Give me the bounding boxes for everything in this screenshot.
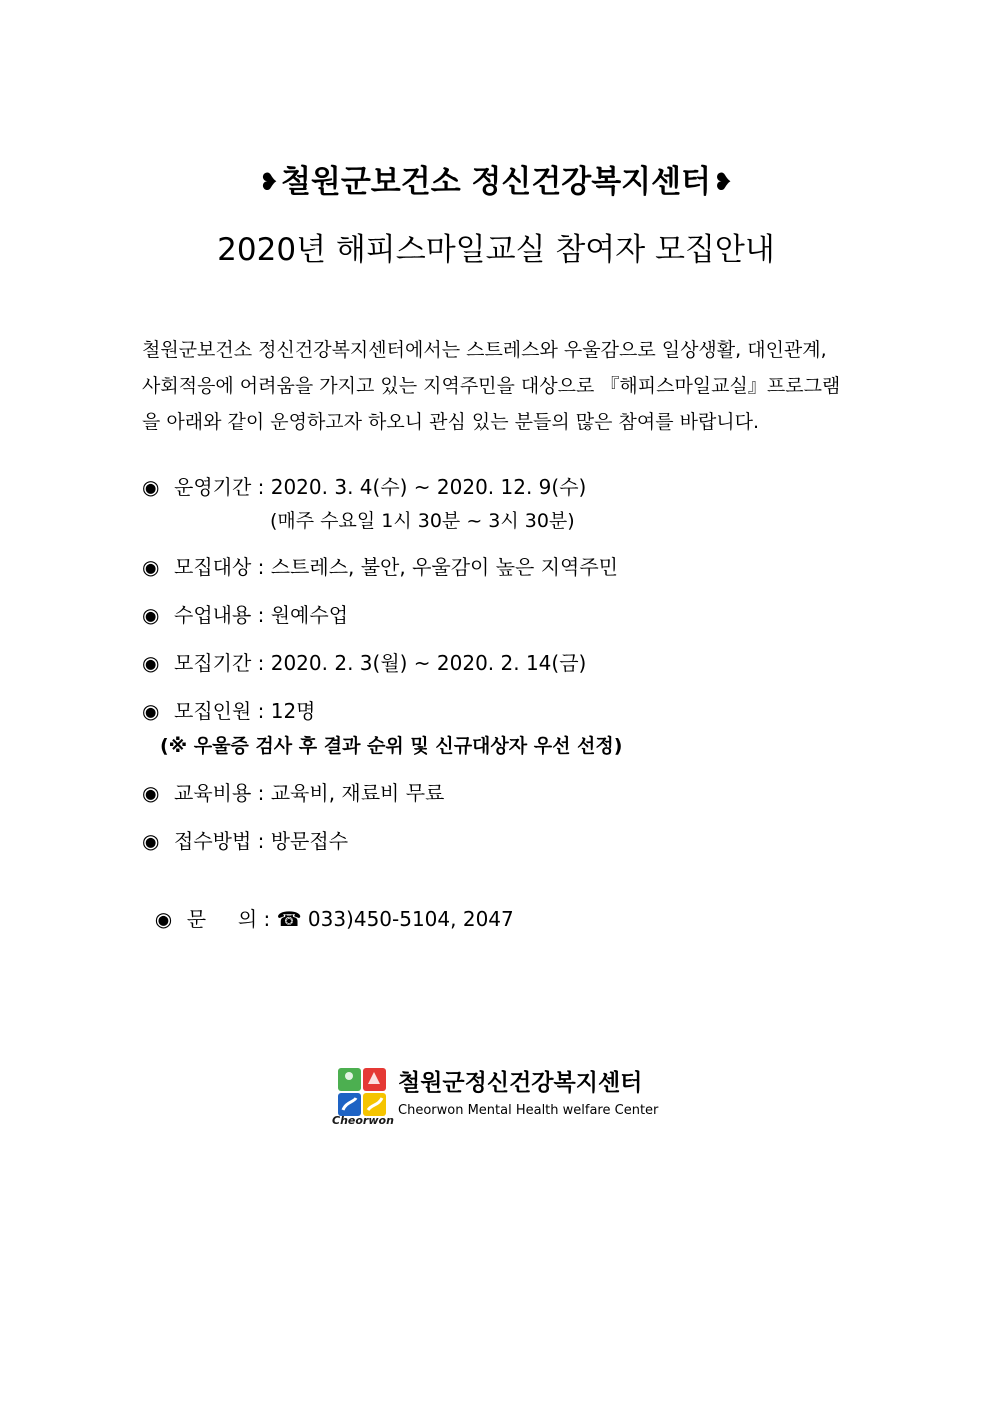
item-sub-schedule: (매주 수요일 1시 30분 ~ 3시 30분) bbox=[270, 510, 575, 532]
page-title bbox=[0, 160, 992, 204]
item-text: 모집기간 : 2020. 2. 3(월) ~ 2020. 2. 14(금) bbox=[174, 651, 587, 675]
item-text: 수업내용 : 원예수업 bbox=[174, 603, 349, 627]
intro-line: 사회적응에 어려움을 가지고 있는 지역주민을 대상으로 『해피스마일교실』프로그램 bbox=[142, 375, 841, 397]
list-item-content bbox=[142, 600, 348, 630]
list-item-schedule bbox=[142, 472, 586, 502]
bullet-icon: ◉ bbox=[142, 651, 160, 675]
item-text: 모집대상 : 스트레스, 불안, 우울감이 높은 지역주민 bbox=[174, 555, 618, 579]
center-logo-icon bbox=[336, 1066, 388, 1118]
list-item-cost bbox=[142, 778, 444, 808]
item-text: 교육비용 : 교육비, 재료비 무료 bbox=[174, 781, 445, 805]
bullet-icon: ◉ bbox=[142, 829, 160, 853]
item-sub-capacity-note: (※ 우울증 검사 후 결과 순위 및 신규대상자 우선 선정) bbox=[160, 735, 623, 757]
item-text: 운영기간 : 2020. 3. 4(수) ~ 2020. 12. 9(수) bbox=[174, 475, 587, 499]
list-item-recruit-period bbox=[142, 648, 586, 678]
list-item-capacity bbox=[142, 696, 316, 726]
logo-wordmark: Cheorwon bbox=[332, 1114, 394, 1127]
page-subtitle: 2020년 해피스마일교실 참여자 모집안내 bbox=[217, 232, 775, 268]
item-text: 접수방법 : 방문접수 bbox=[174, 829, 349, 853]
item-text: 문 의 : ☎ 033)450-5104, 2047 bbox=[186, 907, 514, 931]
heart-icon: ❥ bbox=[713, 168, 734, 196]
footer-center-name: 철원군정신건강복지센터 bbox=[398, 1070, 643, 1096]
bullet-icon: ◉ bbox=[154, 907, 173, 931]
item-text: 모집인원 : 12명 bbox=[174, 699, 316, 723]
bullet-icon: ◉ bbox=[142, 781, 160, 805]
bullet-icon: ◉ bbox=[142, 603, 160, 627]
intro-line: 철원군보건소 정신건강복지센터에서는 스트레스와 우울감으로 일상생활, 대인관계, bbox=[142, 339, 827, 361]
list-item-target bbox=[142, 552, 618, 582]
footer-center-name-en: Cheorwon Mental Health welfare Center bbox=[398, 1103, 659, 1118]
bullet-icon: ◉ bbox=[142, 475, 160, 499]
page-title-text: 철원군보건소 정신건강복지센터 bbox=[280, 164, 712, 200]
intro-line: 을 아래와 같이 운영하고자 하오니 관심 있는 분들의 많은 참여를 바랍니다. bbox=[142, 411, 760, 433]
bullet-icon: ◉ bbox=[142, 699, 160, 723]
list-item-contact bbox=[142, 874, 514, 934]
heart-icon: ❥ bbox=[258, 168, 279, 196]
list-item-application bbox=[142, 826, 348, 856]
bullet-icon: ◉ bbox=[142, 555, 160, 579]
intro-paragraph bbox=[142, 332, 862, 440]
